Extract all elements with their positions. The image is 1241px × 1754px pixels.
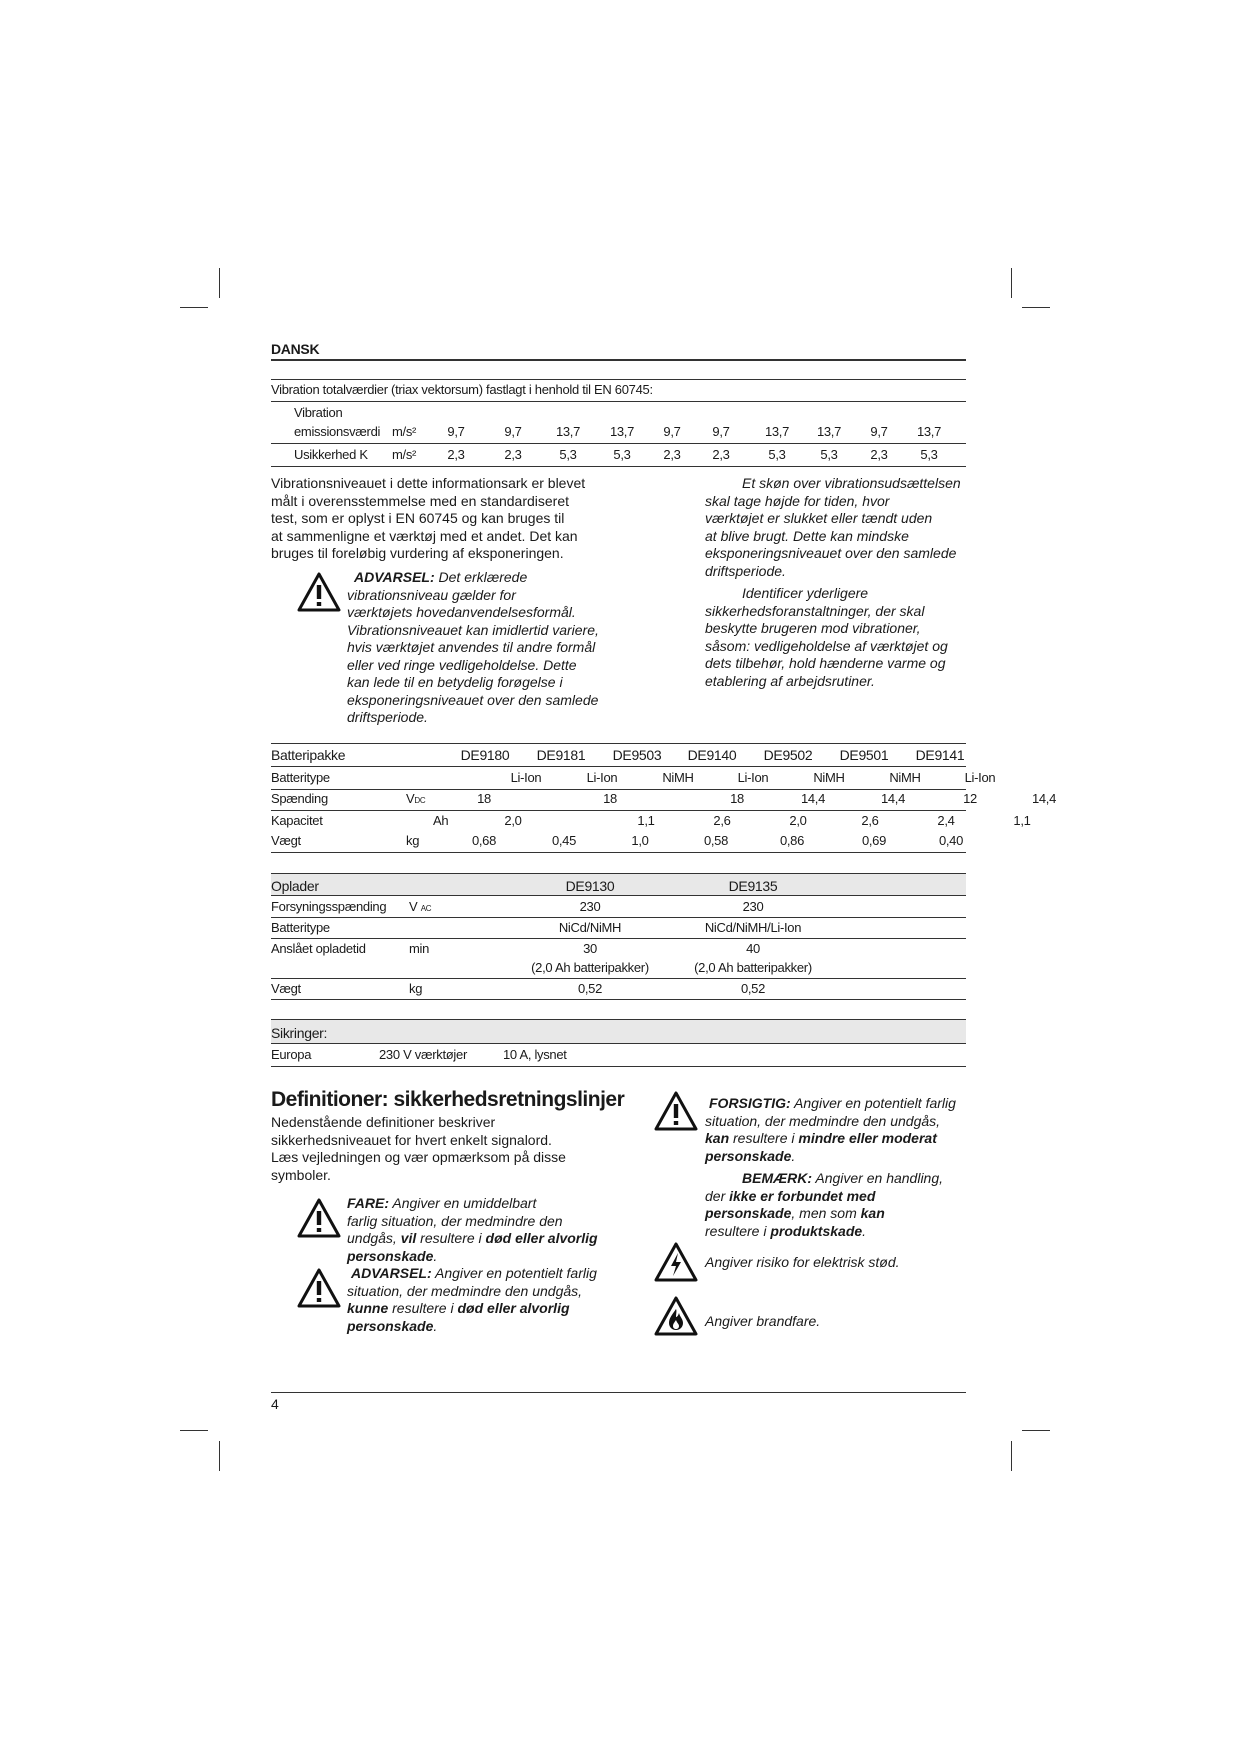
text-line: kan lede til en betydelig forøgelse i bbox=[347, 674, 563, 690]
capacity-unit: Ah bbox=[433, 813, 449, 828]
uncertainty-value: 2,3 bbox=[870, 447, 888, 462]
battery-type: Li-Ion bbox=[586, 770, 618, 785]
battery-type: Li-Ion bbox=[964, 770, 996, 785]
uncertainty-value: 5,3 bbox=[820, 447, 838, 462]
vibration-value: 13,7 bbox=[609, 424, 635, 439]
charger-weight-label: Vægt bbox=[271, 981, 301, 996]
capacity-label: Kapacitet bbox=[271, 813, 323, 828]
fuse-region: Europa bbox=[271, 1047, 312, 1062]
text-line: målt i overensstemmelse med en standardiseret bbox=[271, 492, 570, 509]
text-line: Vibrationsniveauet kan imidlertid variere, bbox=[347, 621, 599, 638]
text-line: beskytte brugeren mod vibrationer, bbox=[705, 620, 921, 636]
fuse-tools: 230 V værktøjer bbox=[379, 1047, 467, 1062]
warning-label: ADVARSEL: bbox=[351, 1265, 432, 1281]
uncertainty-label: Usikkerhed K bbox=[294, 447, 368, 462]
uncertainty-value: 2,3 bbox=[712, 447, 730, 462]
danger-triangle-icon bbox=[297, 1198, 341, 1238]
supply-label: Forsyningsspænding bbox=[271, 899, 387, 914]
battery-weight: 0,45 bbox=[551, 833, 577, 848]
fuses-title: Sikringer: bbox=[271, 1025, 328, 1041]
crop-mark bbox=[180, 1430, 208, 1431]
crop-mark bbox=[1011, 1441, 1012, 1471]
text-line: bruges til foreløbig vurdering af eksponeringen. bbox=[271, 545, 564, 561]
uncertainty-value: 5,3 bbox=[920, 447, 938, 462]
uncertainty-value: 2,3 bbox=[447, 447, 465, 462]
voltage-label: Spænding bbox=[271, 791, 328, 806]
vibration-value: 13,7 bbox=[764, 424, 790, 439]
battery-weight: 1,0 bbox=[631, 833, 649, 848]
battery-type: Li-Ion bbox=[737, 770, 769, 785]
uncertainty-value: 2,3 bbox=[504, 447, 522, 462]
divider bbox=[271, 978, 966, 979]
battery-model: DE9141 bbox=[915, 747, 965, 763]
charger-weight: 0,52 bbox=[740, 981, 766, 996]
text-line: Nedenstående definitioner beskriver bbox=[271, 1114, 496, 1130]
text-line: Det erklærede bbox=[434, 569, 528, 585]
charge-time: 40 bbox=[746, 941, 760, 956]
fire-hazard-icon bbox=[654, 1296, 698, 1336]
battery-type-label: Batteritype bbox=[271, 770, 330, 785]
battery-voltage: 14,4 bbox=[800, 791, 826, 806]
vibration-info-paragraph bbox=[271, 475, 611, 563]
battery-type: NiMH bbox=[662, 770, 694, 785]
vibration-label-line2: emissionsværdi bbox=[294, 424, 381, 439]
text-line: såsom: vedligeholdelse af værktøjet og bbox=[705, 637, 948, 654]
charger-battery-type: NiCd/NiMH bbox=[558, 920, 622, 935]
text-line: driftsperiode. bbox=[347, 709, 428, 725]
vibration-value: 9,7 bbox=[447, 424, 465, 439]
divider bbox=[271, 466, 966, 467]
text-line: at sammenligne et værktøj med et andet. Det kan bbox=[271, 527, 578, 544]
uncertainty-value: 5,3 bbox=[559, 447, 577, 462]
battery-type: NiMH bbox=[813, 770, 845, 785]
text-line: hvis værktøjet anvendes til andre formål bbox=[347, 639, 596, 655]
charge-time-unit: min bbox=[409, 941, 430, 956]
charger-title: Oplader bbox=[271, 878, 319, 894]
vibration-value: 13,7 bbox=[816, 424, 842, 439]
battery-voltage: 12 bbox=[963, 791, 977, 806]
uncertainty-value: 5,3 bbox=[768, 447, 786, 462]
battery-capacity: 2,0 bbox=[504, 813, 522, 828]
text-line: at blive brugt. Dette kan mindske bbox=[705, 527, 909, 544]
text-line: sikkerhedsniveauet for hvert enkelt signalord. bbox=[271, 1131, 552, 1148]
text-line: Vibrationsniveauet i dette informationsark er blevet bbox=[271, 475, 586, 491]
text-line: symboler. bbox=[271, 1166, 331, 1183]
crop-mark bbox=[219, 268, 220, 298]
divider bbox=[271, 938, 966, 939]
battery-model: DE9501 bbox=[839, 747, 889, 763]
battery-capacity: 1,1 bbox=[637, 813, 655, 828]
battery-voltage: 14,4 bbox=[1031, 791, 1057, 806]
crop-mark bbox=[219, 1441, 220, 1471]
fuses-header-band bbox=[271, 1020, 966, 1043]
vibration-label-line1: Vibration bbox=[294, 405, 343, 420]
voltage-unit: VDC bbox=[406, 791, 426, 806]
notice-definition: BEMÆRK: Angiver en handling, der ikke er forbundet med personskade, men som kan resultere i produktskade. bbox=[705, 1170, 944, 1239]
warning-triangle-icon bbox=[297, 1268, 341, 1308]
electric-shock-definition: Angiver risiko for elektrisk stød. bbox=[705, 1254, 900, 1270]
text-line: Læs vejledningen og vær opmærksom på disse bbox=[271, 1149, 566, 1165]
text-line: etablering af arbejdsrutiner. bbox=[705, 672, 875, 689]
crop-mark bbox=[1011, 268, 1012, 298]
divider bbox=[271, 789, 966, 790]
charge-time: 30 bbox=[583, 941, 597, 956]
text-line: værktøjets hovedanvendelsesformål. bbox=[347, 604, 576, 620]
charger-weight: 0,52 bbox=[577, 981, 603, 996]
charge-time-note: (2,0 Ah batteripakker) bbox=[531, 960, 649, 975]
battery-capacity: 2,4 bbox=[937, 813, 955, 828]
vibration-unit: m/s² bbox=[392, 424, 417, 439]
battery-weight-unit: kg bbox=[406, 833, 420, 848]
battery-weight: 0,68 bbox=[471, 833, 497, 848]
divider bbox=[271, 379, 966, 380]
text-line: eksponeringsniveauet over den samlede bbox=[705, 545, 957, 561]
uncertainty-value: 2,3 bbox=[663, 447, 681, 462]
text-line: sikkerhedsforanstaltninger, der skal bbox=[705, 602, 925, 619]
battery-capacity: 1,1 bbox=[1013, 813, 1031, 828]
divider bbox=[271, 917, 966, 918]
text-line: værktøjet er slukket eller tændt uden bbox=[705, 510, 933, 526]
battery-type: NiMH bbox=[889, 770, 921, 785]
text-line: eller ved ringe vedligeholdelse. Dette bbox=[347, 656, 577, 673]
divider bbox=[271, 1043, 966, 1044]
battery-voltage: 18 bbox=[477, 791, 491, 806]
crop-mark bbox=[1022, 1430, 1050, 1431]
text-line: eksponeringsniveauet over den samlede bbox=[347, 691, 599, 708]
battery-voltage: 18 bbox=[730, 791, 744, 806]
battery-type: Li-Ion bbox=[510, 770, 542, 785]
electric-shock-icon bbox=[654, 1242, 698, 1282]
battery-model: DE9140 bbox=[687, 747, 737, 763]
danger-label: FARE: bbox=[347, 1195, 389, 1211]
notice-label: BEMÆRK: bbox=[742, 1170, 812, 1186]
definitions-intro bbox=[271, 1114, 611, 1184]
divider bbox=[271, 766, 966, 767]
crop-mark bbox=[1022, 307, 1050, 308]
charger-weight-unit: kg bbox=[409, 981, 423, 996]
page-number: 4 bbox=[271, 1396, 279, 1412]
divider bbox=[271, 743, 966, 744]
fire-hazard-definition: Angiver brandfare. bbox=[705, 1313, 821, 1329]
vibration-value: 9,7 bbox=[504, 424, 522, 439]
battery-capacity: 2,6 bbox=[861, 813, 879, 828]
uncertainty-value: 5,3 bbox=[613, 447, 631, 462]
vibration-value: 13,7 bbox=[916, 424, 942, 439]
battery-model: DE9181 bbox=[536, 747, 586, 763]
warning-triangle-icon bbox=[297, 572, 341, 612]
charge-time-label: Anslået opladetid bbox=[271, 941, 366, 956]
divider bbox=[271, 401, 966, 402]
battery-voltage: 14,4 bbox=[880, 791, 906, 806]
battery-model: DE9180 bbox=[460, 747, 510, 763]
divider bbox=[271, 359, 966, 361]
battery-title: Batteripakke bbox=[271, 747, 346, 763]
battery-weight-label: Vægt bbox=[271, 833, 301, 848]
divider bbox=[271, 895, 966, 896]
language-header: DANSK bbox=[271, 341, 320, 357]
vibration-value: 9,7 bbox=[712, 424, 730, 439]
divider bbox=[271, 1392, 966, 1393]
charger-battery-type-label: Batteritype bbox=[271, 920, 330, 935]
vibration-value: 13,7 bbox=[555, 424, 581, 439]
divider bbox=[271, 1066, 966, 1067]
vibration-caption: Vibration totalværdier (triax vektorsum) fastlagt i henhold til EN 60745: bbox=[271, 382, 653, 397]
text-line: test, som er oplyst i EN 60745 og kan bruges til bbox=[271, 510, 565, 526]
charger-battery-type: NiCd/NiMH/Li-Ion bbox=[704, 920, 802, 935]
exposure-estimate-paragraph bbox=[705, 475, 970, 580]
battery-weight: 0,40 bbox=[938, 833, 964, 848]
warning-label: ADVARSEL: bbox=[354, 569, 435, 585]
caution-triangle-icon bbox=[654, 1091, 698, 1131]
supply-unit: V AC bbox=[409, 899, 432, 914]
text-line: dets tilbehør, hold hænderne varme og bbox=[705, 655, 946, 671]
caution-definition: FORSIGTIG: Angiver en potentielt farlig situation, der medmindre den undgås, kan resultere i mindre eller moderat personskade. bbox=[705, 1095, 956, 1164]
fuse-rating: 10 A, lysnet bbox=[503, 1047, 567, 1062]
divider bbox=[271, 852, 966, 853]
vibration-value: 9,7 bbox=[870, 424, 888, 439]
supply-value: 230 bbox=[742, 899, 764, 914]
battery-model: DE9502 bbox=[763, 747, 813, 763]
charge-time-note: (2,0 Ah batteripakker) bbox=[694, 960, 812, 975]
uncertainty-unit: m/s² bbox=[392, 447, 417, 462]
warning-definition: ADVARSEL: Angiver en potentielt farlig situation, der medmindre den undgås, kunne resultere i død eller alvorlig personskade. bbox=[347, 1265, 597, 1334]
divider bbox=[271, 810, 966, 811]
vibration-value: 9,7 bbox=[663, 424, 681, 439]
text-line: Identificer yderligere bbox=[742, 585, 869, 601]
text-line: driftsperiode. bbox=[705, 562, 786, 579]
battery-weight: 0,58 bbox=[703, 833, 729, 848]
battery-voltage: 18 bbox=[603, 791, 617, 806]
battery-capacity: 2,6 bbox=[713, 813, 731, 828]
caution-label: FORSIGTIG: bbox=[709, 1095, 791, 1111]
crop-mark bbox=[180, 307, 208, 308]
danger-definition: FARE: Angiver en umiddelbart farlig situation, der medmindre den undgås, vil resultere i død eller alvorlig personskade. bbox=[347, 1195, 598, 1264]
safety-measures-paragraph bbox=[705, 585, 970, 690]
charger-model: DE9135 bbox=[728, 878, 778, 894]
definitions-heading: Definitioner: sikkerhedsretningslinjer bbox=[271, 1088, 625, 1111]
vibration-warning-text bbox=[347, 569, 627, 727]
divider bbox=[271, 999, 966, 1000]
text-line: skal tage højde for tiden, hvor bbox=[705, 492, 890, 509]
supply-value: 230 bbox=[579, 899, 601, 914]
charger-model: DE9130 bbox=[565, 878, 615, 894]
battery-weight: 0,69 bbox=[861, 833, 887, 848]
text-line: vibrationsniveau gælder for bbox=[347, 586, 516, 603]
divider bbox=[271, 443, 966, 444]
battery-capacity: 2,0 bbox=[789, 813, 807, 828]
battery-weight: 0,86 bbox=[779, 833, 805, 848]
text-line: Et skøn over vibrationsudsættelsen bbox=[742, 475, 961, 491]
battery-model: DE9503 bbox=[612, 747, 662, 763]
